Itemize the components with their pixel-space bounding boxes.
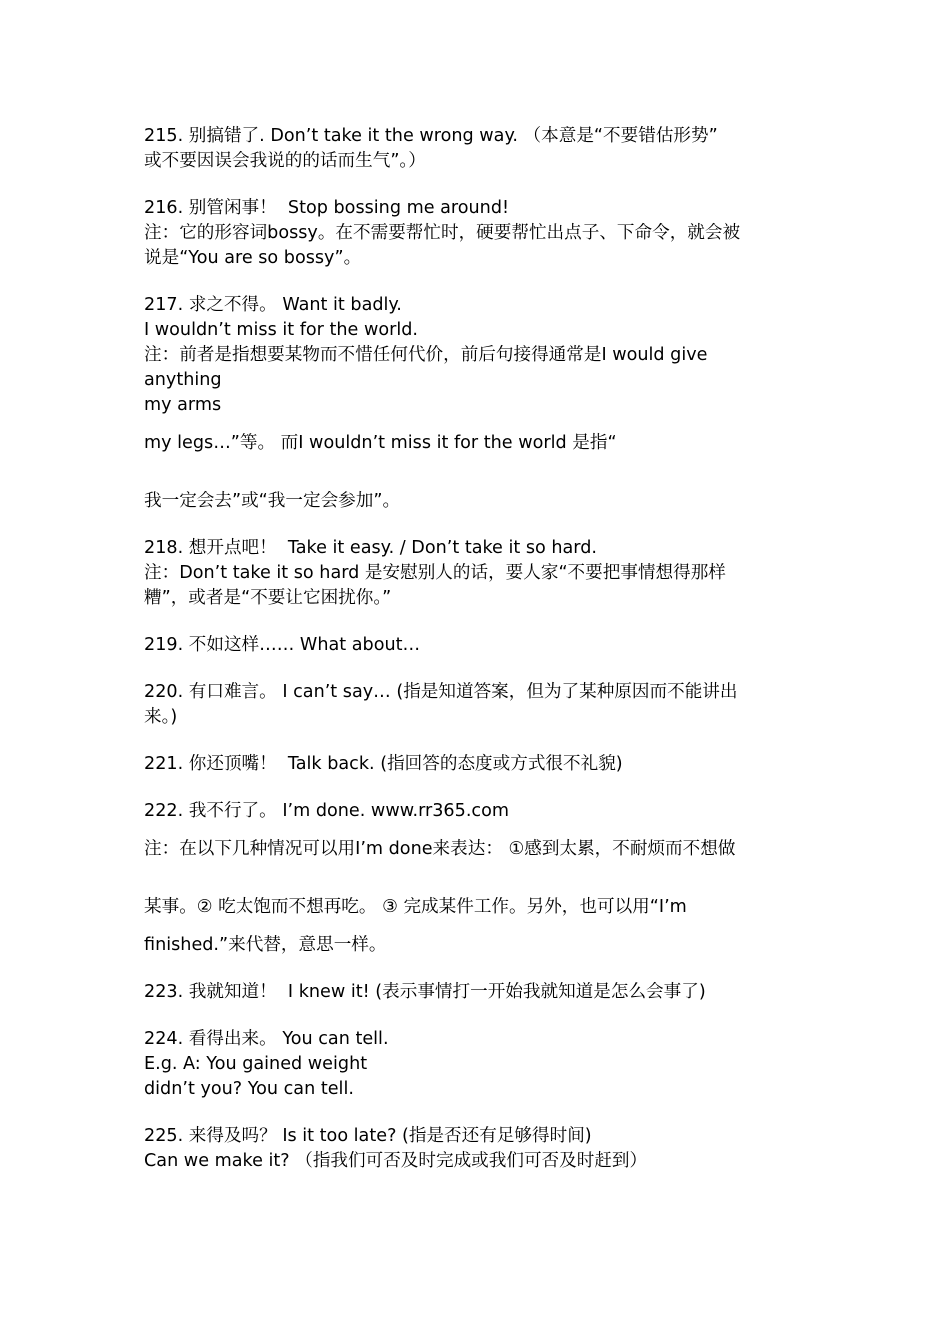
entry-222 xyxy=(144,799,804,958)
entry-line: 或不要因误会我说的的话而生气”。） xyxy=(144,151,426,171)
entry-223 xyxy=(144,980,804,1005)
entry-note: anything xyxy=(144,370,222,390)
entry-line: 215. 别搞错了. Don’t take it the wrong way. （本意是“不要错估形势” xyxy=(144,126,718,146)
entry-215 xyxy=(144,124,804,174)
entry-example: E.g. A: You gained weight xyxy=(144,1054,368,1074)
entry-line: 223. 我就知道！ I knew it! (表示事情打一开始我就知道是怎么会事了) xyxy=(144,982,706,1002)
entry-note: finished.”来代替，意思一样。 xyxy=(144,935,387,955)
entry-line: 217. 求之不得。 Want it badly. xyxy=(144,295,402,315)
entry-line: Can we make it? （指我们可否及时完成或我们可否及时赶到） xyxy=(144,1151,648,1171)
entry-note: 注：在以下几种情况可以用I’m done来表达： ①感到太累，不耐烦而不想做 xyxy=(144,839,736,859)
spacer xyxy=(144,418,804,431)
entry-line: 219. 不如这样…… What about… xyxy=(144,635,421,655)
entry-note: 注：Don’t take it so hard 是安慰别人的话，要人家“不要把事情想得那样 xyxy=(144,563,726,583)
entry-line: 222. 我不行了。 I’m done. www.rr365.com xyxy=(144,801,509,821)
entry-line: 224. 看得出来。 You can tell. xyxy=(144,1029,389,1049)
entry-note: my legs…”等。 而I wouldn’t miss it for the world 是指“ xyxy=(144,433,617,453)
entry-220 xyxy=(144,680,804,730)
spacer xyxy=(144,456,804,489)
entry-218 xyxy=(144,536,804,611)
entry-note: 注：它的形容词bossy。在不需要帮忙时，硬要帮忙出点子、下命令，就会被 xyxy=(144,223,741,243)
entry-example: didn’t you? You can tell. xyxy=(144,1079,354,1099)
entry-line: 221. 你还顶嘴！ Talk back. (指回答的态度或方式很不礼貌) xyxy=(144,754,623,774)
spacer xyxy=(144,920,804,933)
entry-224 xyxy=(144,1027,804,1102)
entry-221 xyxy=(144,752,804,777)
entry-225 xyxy=(144,1124,804,1174)
document-page xyxy=(144,124,804,1196)
entry-216 xyxy=(144,196,804,271)
entry-line: 来。) xyxy=(144,707,178,727)
entry-line: 225. 来得及吗？ Is it too late? (指是否还有足够得时间) xyxy=(144,1126,592,1146)
entry-219 xyxy=(144,633,804,658)
entry-217 xyxy=(144,293,804,514)
entry-note: 糟”，或者是“不要让它困扰你。” xyxy=(144,588,392,608)
entry-line: I wouldn’t miss it for the world. xyxy=(144,320,418,340)
spacer xyxy=(144,824,804,837)
entry-line: 220. 有口难言。 I can’t say… (指是知道答案，但为了某种原因而不能讲出 xyxy=(144,682,738,702)
entry-note: my arms xyxy=(144,395,222,415)
entry-note: 某事。② 吃太饱而不想再吃。 ③ 完成某件工作。另外，也可以用“I’m xyxy=(144,897,687,917)
spacer xyxy=(144,862,804,895)
entry-note: 注：前者是指想要某物而不惜任何代价，前后句接得通常是I would give xyxy=(144,345,708,365)
entry-note: 我一定会去”或“我一定会参加”。 xyxy=(144,491,401,511)
entry-note: 说是“You are so bossy”。 xyxy=(144,248,362,268)
entry-line: 218. 想开点吧！ Take it easy. / Don’t take it so hard. xyxy=(144,538,597,558)
entry-line: 216. 别管闲事！ Stop bossing me around! xyxy=(144,198,510,218)
